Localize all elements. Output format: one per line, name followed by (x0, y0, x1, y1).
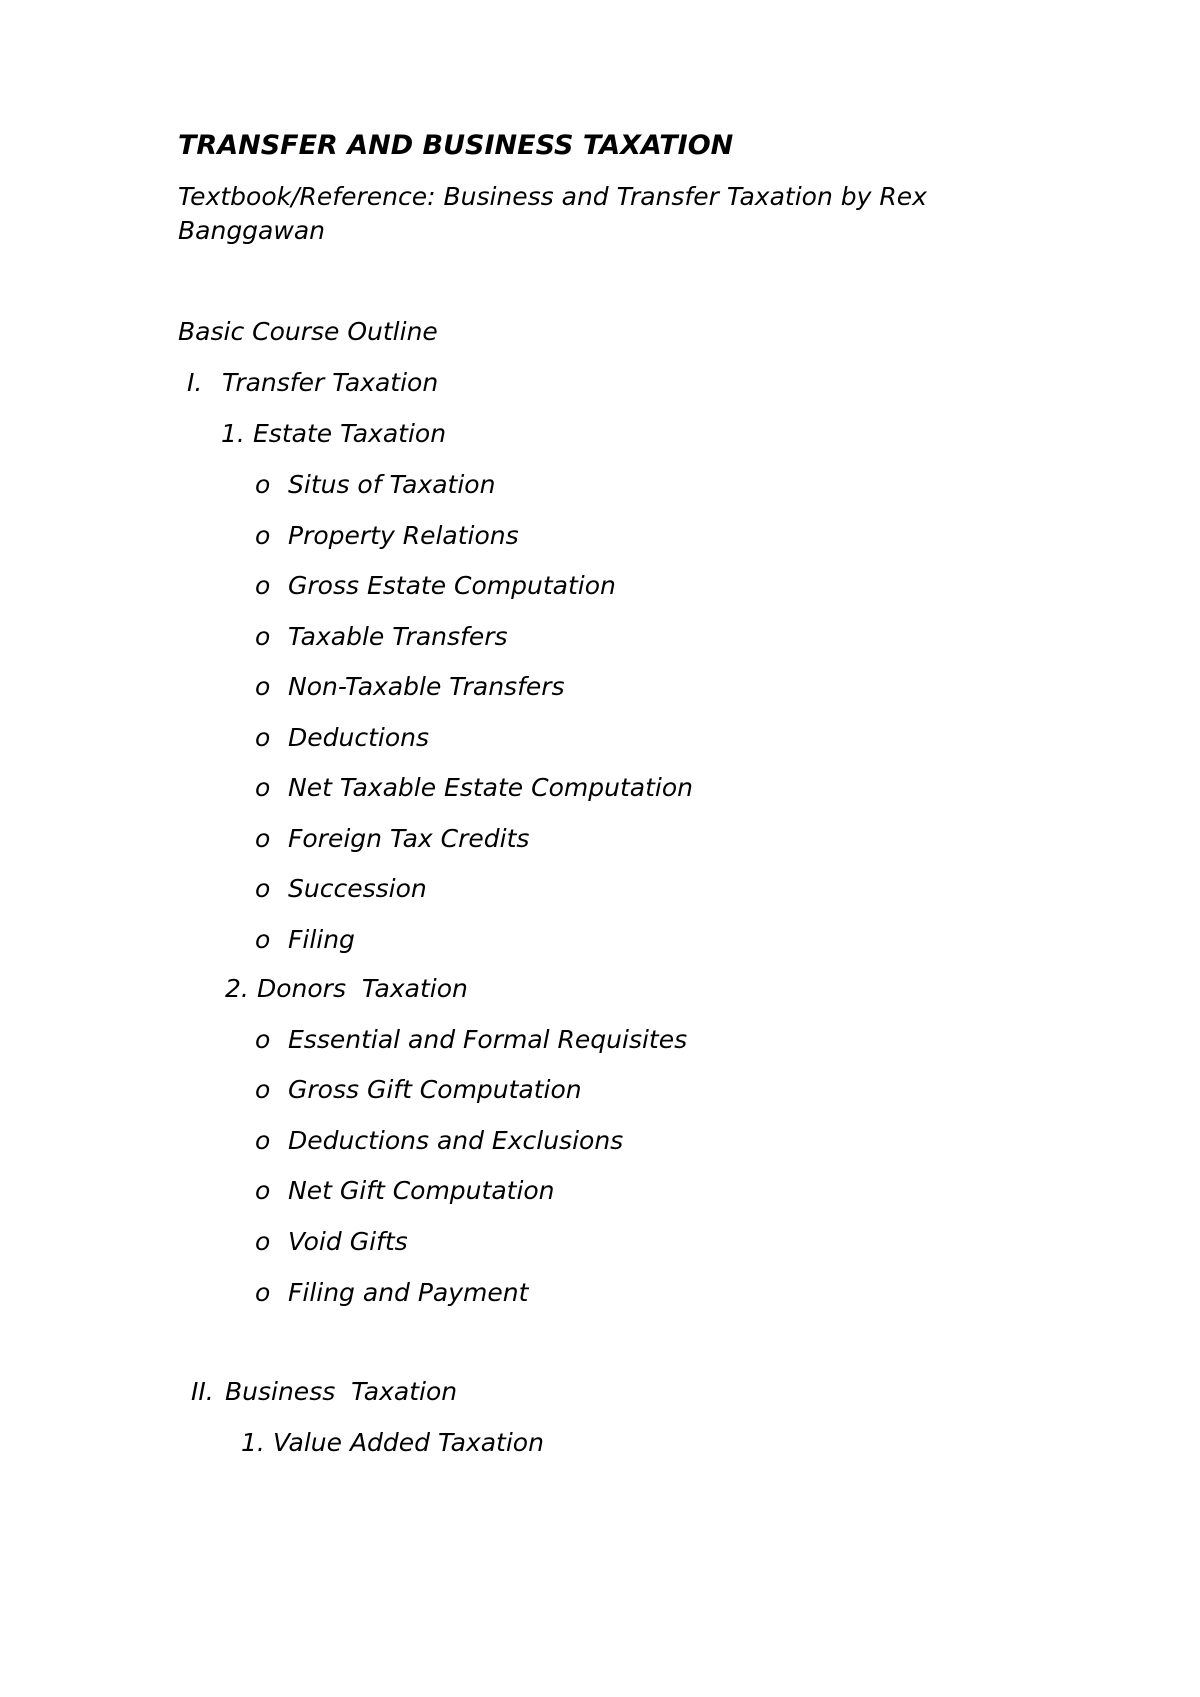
subsection-title: Donors Taxation (257, 974, 468, 1003)
list-item-text: Essential and Formal Requisites (288, 1025, 688, 1054)
subsection-title: Value Added Taxation (273, 1428, 544, 1457)
list-item (255, 1225, 408, 1259)
section-title: Transfer Taxation (222, 368, 439, 397)
list-item-text: Net Gift Computation (288, 1176, 555, 1205)
bullet-marker: o (255, 773, 271, 802)
bullet-marker: o (255, 571, 271, 600)
list-item (255, 822, 529, 856)
subsection-title: Estate Taxation (253, 419, 447, 448)
document-title: TRANSFER AND BUSINESS TAXATION (178, 130, 734, 161)
list-item (255, 620, 508, 654)
list-item-text: Deductions and Exclusions (288, 1126, 624, 1155)
list-item (255, 872, 427, 906)
list-item-text: Situs of Taxation (288, 470, 496, 499)
bullet-marker: o (255, 672, 271, 701)
list-item (255, 519, 519, 553)
bullet-marker: o (255, 1176, 271, 1205)
subsection-heading (221, 417, 446, 451)
list-item-text: Taxable Transfers (288, 622, 508, 651)
section-numeral: I. (187, 368, 203, 397)
bullet-marker: o (255, 521, 271, 550)
subsection-number: 2. (225, 974, 249, 1003)
bullet-marker: o (255, 1025, 271, 1054)
bullet-marker: o (255, 874, 271, 903)
subsection-number: 1. (221, 419, 245, 448)
list-item-text: Deductions (288, 723, 430, 752)
bullet-marker: o (255, 1278, 271, 1307)
list-item (255, 1073, 582, 1107)
section-heading (187, 366, 438, 400)
list-item-text: Net Taxable Estate Computation (288, 773, 693, 802)
bullet-marker: o (255, 925, 271, 954)
bullet-marker: o (255, 470, 271, 499)
list-item-text: Property Relations (288, 521, 519, 550)
subsection-number: 1. (241, 1428, 265, 1457)
list-item-text: Void Gifts (288, 1227, 408, 1256)
bullet-marker: o (255, 1227, 271, 1256)
section-numeral: II. (191, 1377, 214, 1406)
list-item (255, 771, 693, 805)
bullet-marker: o (255, 1075, 271, 1104)
list-item (255, 1124, 623, 1158)
list-item-text: Succession (288, 874, 427, 903)
list-item (255, 468, 495, 502)
section-heading (191, 1375, 457, 1409)
list-item (255, 1174, 555, 1208)
list-item (255, 1276, 528, 1310)
list-item (255, 569, 616, 603)
bullet-marker: o (255, 1126, 271, 1155)
list-item (255, 1023, 687, 1057)
reference-line-1: Textbook/Reference: Business and Transfer Taxation by Rex (178, 182, 927, 211)
section-title: Business Taxation (225, 1377, 458, 1406)
list-item-text: Filing and Payment (288, 1278, 529, 1307)
subsection-heading (225, 972, 468, 1006)
list-item-text: Non-Taxable Transfers (288, 672, 565, 701)
outline-heading: Basic Course Outline (178, 317, 438, 346)
bullet-marker: o (255, 824, 271, 853)
subsection-heading (241, 1426, 544, 1460)
reference-line-2: Banggawan (178, 216, 325, 245)
bullet-marker: o (255, 622, 271, 651)
list-item-text: Gross Gift Computation (288, 1075, 582, 1104)
bullet-marker: o (255, 723, 271, 752)
list-item-text: Filing (288, 925, 355, 954)
list-item-text: Foreign Tax Credits (288, 824, 530, 853)
list-item (255, 721, 429, 755)
list-item (255, 923, 355, 957)
list-item-text: Gross Estate Computation (288, 571, 616, 600)
list-item (255, 670, 565, 704)
